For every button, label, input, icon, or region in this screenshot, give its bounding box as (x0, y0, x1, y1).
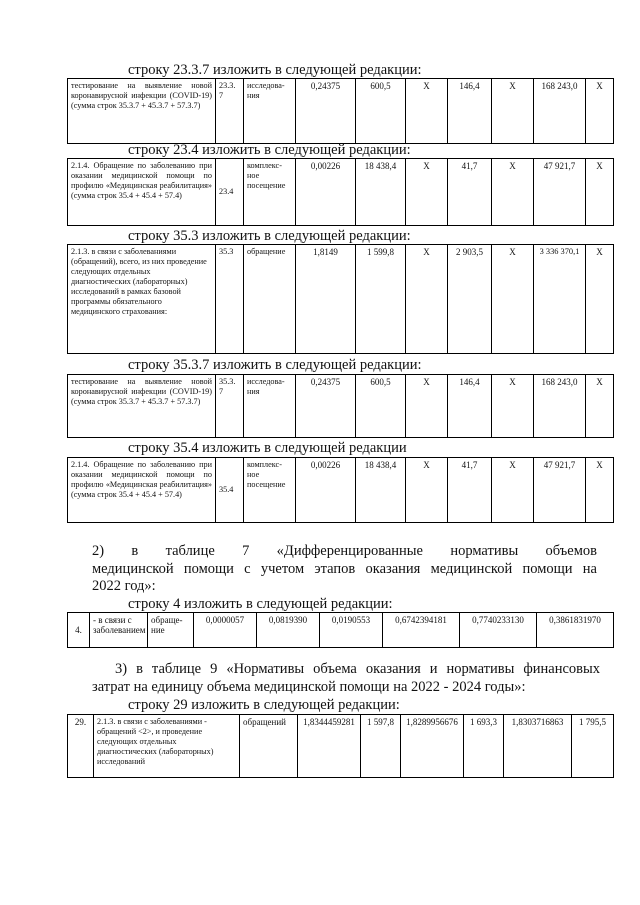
row-code-cell: 23.3. 7 (216, 79, 244, 144)
unit-cell: исследова- ния (244, 79, 296, 144)
value-cell: 1,8303716863 (504, 715, 572, 778)
table-row (68, 375, 614, 438)
section-heading: строку 29 изложить в следующей редакции: (128, 697, 400, 713)
row-name-cell: 2.1.3. в связи с заболеваниями (обращений), всего, из них проведение следующих отдельных диагностических (лабораторных) исследований в рамках базовой программы обязательного медицинского страхования: (68, 245, 216, 354)
table-row (68, 159, 614, 226)
value-cell: X (406, 458, 448, 523)
value-cell: 0,24375 (296, 79, 356, 144)
unit-cell: исследова- ния (244, 375, 296, 438)
amendment-table (67, 244, 614, 354)
table-row (68, 613, 614, 648)
value-cell: 600,5 (356, 79, 406, 144)
unit-cell: комплекс- ное посещение (244, 458, 296, 523)
value-cell: 3 336 370,1 (534, 245, 586, 354)
value-cell: X (406, 245, 448, 354)
row-number-cell: 29. (68, 715, 94, 778)
value-cell: 1 597,8 (361, 715, 401, 778)
value-cell: X (406, 159, 448, 226)
table-row (68, 245, 614, 354)
row-name-cell: 2.1.4. Обращение по заболеванию при оказании медицинской помощи по профилю «Медицинская реабилитация» (сумма строк 35.4 + 45.4 + 57.4) (68, 159, 216, 226)
value-cell: 18 438,4 (356, 458, 406, 523)
value-cell: X (586, 375, 614, 438)
value-cell: X (586, 159, 614, 226)
row-name-cell: тестирование на выявление новой коронавирусной инфекции (COVID-19) (сумма строк 35.3.7 + 45.3.7 + 57.3.7) (68, 375, 216, 438)
value-cell: 41,7 (448, 159, 492, 226)
paragraph-line: затрат на единицу объема медицинской помощи на 2022 - 2024 годы»: (92, 679, 526, 695)
value-cell: 47 921,7 (534, 458, 586, 523)
section-heading: строку 4 изложить в следующей редакции: (128, 596, 393, 612)
row-name-cell: тестирование на выявление новой коронавирусной инфекции (COVID-19) (сумма строк 35.3.7 + 45.3.7 + 57.3.7) (68, 79, 216, 144)
value-cell: 1,8344459281 (298, 715, 361, 778)
row-code-cell: 23.4 (216, 159, 244, 226)
paragraph-line: 2022 год»: (92, 578, 156, 594)
paragraph-2 (92, 543, 597, 560)
value-cell: 1 599,8 (356, 245, 406, 354)
value-cell: 168 243,0 (534, 79, 586, 144)
value-cell: 1,8289956676 (401, 715, 464, 778)
section-heading: строку 35.3 изложить в следующей редакции: (128, 228, 411, 244)
row-code-cell: 35.3 (216, 245, 244, 354)
value-cell: 0,24375 (296, 375, 356, 438)
value-cell: 0,0190553 (320, 613, 383, 648)
amendment-table (67, 374, 614, 438)
amendment-table (67, 78, 614, 144)
row-name-cell: 2.1.3. в связи с заболеваниями - обращений <2>, и проведение следующих отдельных диагностических (лабораторных) исследований (94, 715, 240, 778)
row-name-cell: 2.1.4. Обращение по заболеванию при оказании медицинской помощи по профилю «Медицинская реабилитация» (сумма строк 35.4 + 45.4 + 57.4) (68, 458, 216, 523)
value-cell: 1,8149 (296, 245, 356, 354)
value-cell: 0,6742394181 (383, 613, 460, 648)
value-cell: 600,5 (356, 375, 406, 438)
amendment-table (67, 457, 614, 523)
paragraph-3 (115, 661, 600, 678)
section-heading: строку 23.3.7 изложить в следующей редакции: (128, 62, 422, 78)
table-row (68, 79, 614, 144)
paragraph-line: медицинской помощи с учетом этапов оказания медицинской помощи на (92, 561, 597, 577)
paragraph-line: 3) в таблице 9 «Нормативы объема оказания и нормативы финансовых (115, 661, 600, 677)
section-heading: строку 35.3.7 изложить в следующей редакции: (128, 357, 422, 373)
unit-cell: обращений (240, 715, 298, 778)
value-cell: X (406, 79, 448, 144)
unit-cell: обращение (244, 245, 296, 354)
paragraph-2-cont (92, 561, 597, 595)
value-cell: X (492, 245, 534, 354)
row-name-cell: - в связи с заболеванием (90, 613, 148, 648)
value-cell: 0,0000057 (194, 613, 257, 648)
unit-cell: обраще- ние (148, 613, 194, 648)
value-cell: 146,4 (448, 79, 492, 144)
amendment-table (67, 158, 614, 226)
value-cell: 41,7 (448, 458, 492, 523)
row-code-cell: 35.4 (216, 458, 244, 523)
value-cell: X (492, 159, 534, 226)
amendment-table-4 (67, 612, 614, 648)
value-cell: 1 693,3 (464, 715, 504, 778)
value-cell: 0,3861831970 (537, 613, 614, 648)
value-cell: 47 921,7 (534, 159, 586, 226)
value-cell: 18 438,4 (356, 159, 406, 226)
value-cell: X (492, 375, 534, 438)
value-cell: X (492, 458, 534, 523)
value-cell: 0,7740233130 (460, 613, 537, 648)
section-heading: строку 35.4 изложить в следующей редакции (128, 440, 407, 456)
table-row (68, 715, 614, 778)
value-cell: 0,00226 (296, 159, 356, 226)
value-cell: 2 903,5 (448, 245, 492, 354)
value-cell: 146,4 (448, 375, 492, 438)
value-cell: X (586, 458, 614, 523)
value-cell: X (586, 245, 614, 354)
row-code-cell: 35.3. 7 (216, 375, 244, 438)
section-heading: строку 23.4 изложить в следующей редакции: (128, 142, 411, 158)
value-cell: 0,0819390 (257, 613, 320, 648)
row-number-cell: 4. (68, 613, 90, 648)
table-row (68, 458, 614, 523)
value-cell: 1 795,5 (572, 715, 614, 778)
value-cell: X (406, 375, 448, 438)
paragraph-line: 2) в таблице 7 «Дифференцированные нормативы объемов (92, 543, 597, 559)
value-cell: 168 243,0 (534, 375, 586, 438)
unit-cell: комплекс- ное посещение (244, 159, 296, 226)
value-cell: X (492, 79, 534, 144)
paragraph-3-cont (92, 679, 600, 696)
amendment-table-29 (67, 714, 614, 778)
value-cell: X (586, 79, 614, 144)
value-cell: 0,00226 (296, 458, 356, 523)
